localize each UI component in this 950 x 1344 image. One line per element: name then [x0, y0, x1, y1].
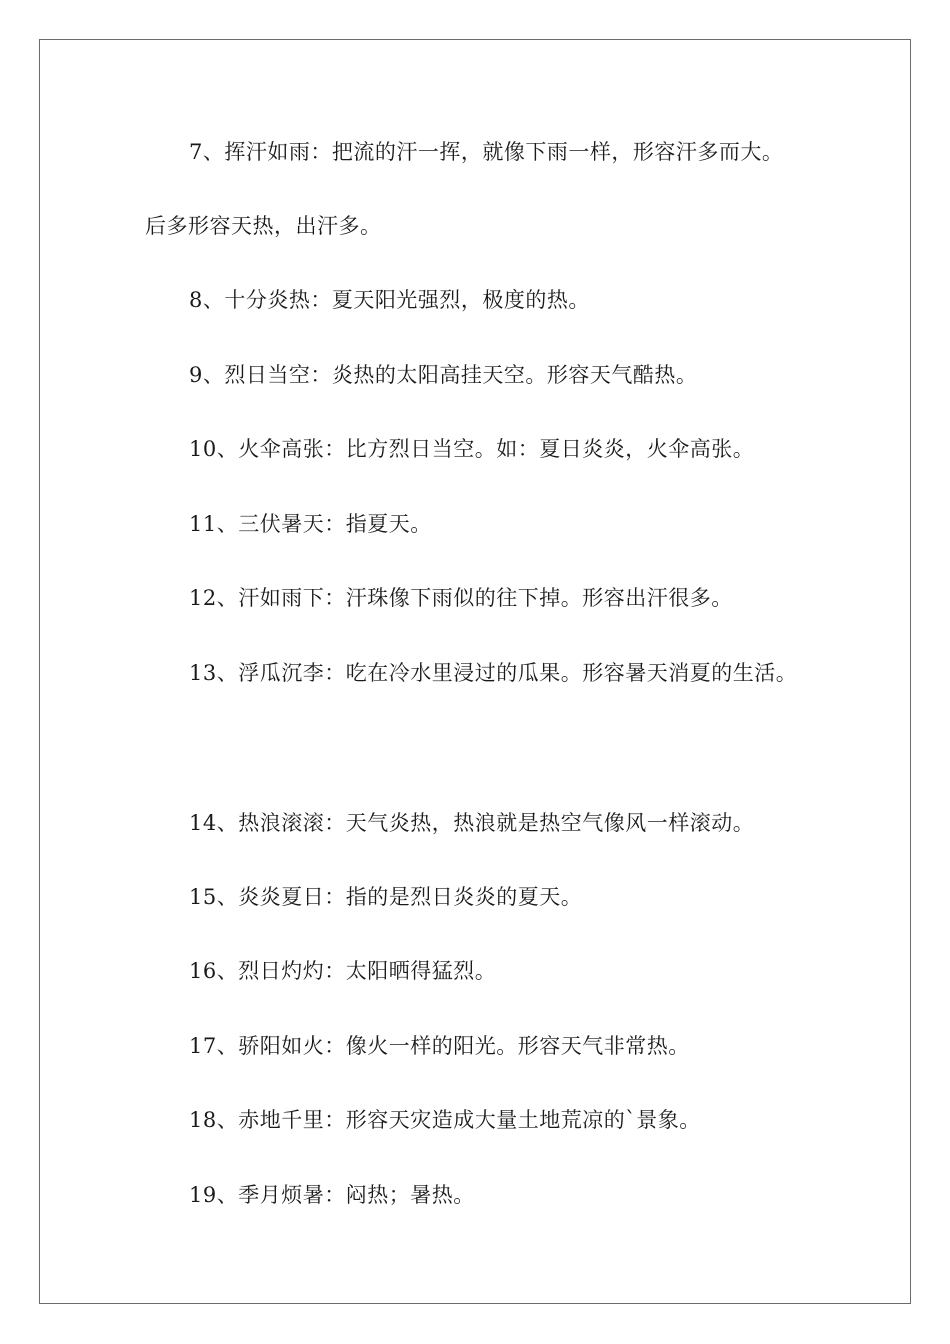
entry-19: 19、季月烦暑：闷热；暑热。	[189, 1183, 475, 1207]
entry-14: 14、热浪滚滚：天气炎热，热浪就是热空气像风一样滚动。	[189, 811, 755, 835]
entry-13: 13、浮瓜沉李：吃在冷水里浸过的瓜果。形容暑天消夏的生活。	[189, 661, 798, 685]
entry-16: 16、烈日灼灼：太阳晒得猛烈。	[189, 959, 497, 983]
entry-7-continuation: 后多形容天热，出汗多。	[145, 214, 382, 238]
entry-18: 18、赤地千里：形容天灾造成大量土地荒凉的`景象。	[189, 1108, 701, 1132]
entry-11: 11、三伏暑天：指夏天。	[189, 512, 432, 536]
entry-8: 8、十分炎热：夏天阳光强烈，极度的热。	[189, 288, 590, 312]
entry-12: 12、汗如雨下：汗珠像下雨似的往下掉。形容出汗很多。	[189, 586, 733, 610]
entry-17: 17、骄阳如火：像火一样的阳光。形容天气非常热。	[189, 1034, 690, 1058]
entry-9: 9、烈日当空：炎热的太阳高挂天空。形容天气酷热。	[189, 363, 698, 387]
entry-7: 7、挥汗如雨：把流的汗一挥，就像下雨一样，形容汗多而大。	[189, 140, 784, 164]
entry-15: 15、炎炎夏日：指的是烈日炎炎的夏天。	[189, 885, 583, 909]
entry-10: 10、火伞高张：比方烈日当空。如：夏日炎炎，火伞高张。	[189, 437, 755, 461]
